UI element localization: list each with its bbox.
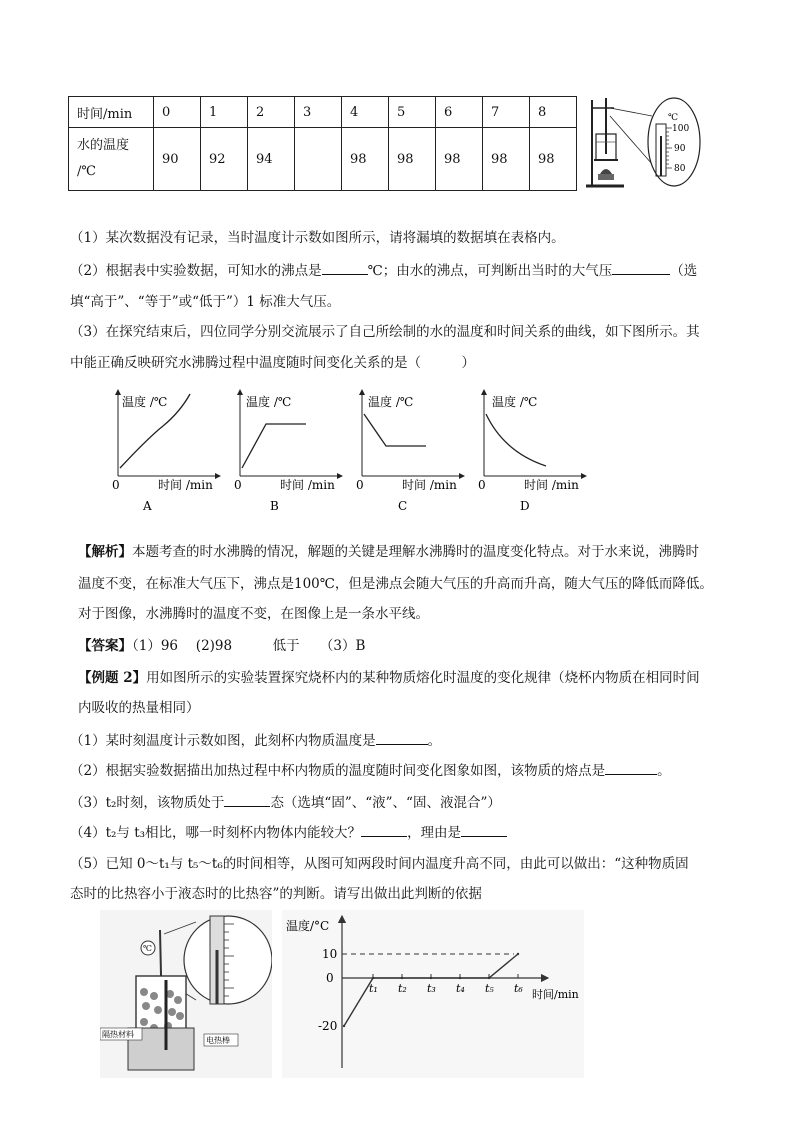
graph-label-b: B: [270, 499, 279, 513]
y-tick-label: 0: [326, 971, 334, 985]
tick-label: 80: [674, 164, 686, 174]
data-point: [459, 977, 461, 979]
table-cell: 8: [530, 97, 577, 128]
part-3: [70, 792, 501, 813]
y-axis-label: 温度 /℃: [122, 395, 168, 409]
part-text: （1）某时刻温度计示数如图，此刻杯内物质温度是: [70, 733, 376, 749]
table-cell: 98: [436, 128, 483, 191]
origin-label: 0: [478, 478, 486, 492]
table-cell: 5: [389, 97, 436, 128]
analysis-line-3: 对于图像，水沸腾时的温度不变，在图像上是一条水平线。: [78, 606, 429, 622]
table-cell: 6: [436, 97, 483, 128]
graph-label-d: D: [520, 499, 530, 513]
table-cell: 4: [342, 97, 389, 128]
answer-tag: 【答案】: [78, 638, 132, 654]
question-2-part: ℃；由水的沸点，可判断出当时的大气压: [367, 263, 613, 279]
data-point: [343, 1025, 345, 1027]
graph-c: [356, 390, 464, 513]
y-axis-label: 温度 /℃: [492, 395, 538, 409]
x-tick-label: t₁: [369, 982, 378, 995]
example-2-line: [78, 668, 700, 688]
melting-apparatus-figure: [100, 910, 272, 1078]
part-5-cont: 态时的比热容小于液态时的比热容”的判断。请写出做出此判断的依据: [70, 886, 482, 902]
question-2-part: （2）根据表中实验数据，可知水的沸点是: [70, 263, 322, 279]
example-2-cont: 内吸收的热量相同）: [78, 700, 200, 716]
table-cell: 3: [295, 97, 342, 128]
table-cell: 7: [483, 97, 530, 128]
origin-label: 0: [234, 478, 242, 492]
question-1: （1）某次数据没有记录，当时温度计示数如图所示，请将漏填的数据填在表格内。: [70, 230, 565, 246]
part-1: [70, 730, 441, 751]
table-cell: 98: [530, 128, 577, 191]
data-table: [68, 96, 577, 191]
table-cell: 98: [342, 128, 389, 191]
table-cell: 94: [248, 128, 295, 191]
y-axis-label: 温度/°C: [286, 919, 330, 933]
part-2: [70, 760, 671, 781]
table-cell: [295, 128, 342, 191]
tick-label: 90: [674, 144, 686, 154]
blank: [605, 760, 657, 775]
table-cell: 90: [154, 128, 201, 191]
thermo-unit: ℃: [143, 944, 152, 953]
table-cell: 1: [201, 97, 248, 128]
question-3-cont: 中能正确反映研究水沸腾过程中温度随时间变化关系的是（ ）: [70, 355, 475, 371]
y-tick-label: 10: [322, 947, 338, 961]
x-tick-label: t₂: [398, 982, 407, 995]
graph-b: [234, 390, 342, 513]
melting-graph: [282, 910, 584, 1078]
x-tick-label: t₃: [427, 982, 436, 995]
part-text: （4）t₂与 t₃相比，哪一时刻杯内物体内能较大？: [70, 825, 362, 841]
y-axis-label: 温度 /℃: [368, 395, 414, 409]
blank: [461, 822, 507, 837]
blank: [361, 822, 407, 837]
heater-label: 电热棒: [206, 1036, 230, 1045]
question-3: （3）在探究结束后，四位同学分别交流展示了自己所绘制的水的温度和时间关系的曲线，如下图所示。其: [70, 324, 700, 340]
table-cell: 时间/min: [69, 97, 154, 128]
row-label: 水的温度: [77, 138, 130, 153]
table-cell: 2: [248, 97, 295, 128]
table-cell: [69, 128, 154, 191]
part-text: ，理由是: [407, 825, 462, 841]
analysis-line-2: 温度不变，在标准大气压下，沸点是100℃，但是沸点会随大气压的升高而升高，随大气压的降低而降低。: [78, 576, 713, 592]
graph-label-c: C: [398, 499, 408, 513]
y-axis-label: 温度 /℃: [246, 395, 292, 409]
part-text: 态（选填“固”、“液”、“固、液混合”）: [270, 795, 501, 811]
origin-label: 0: [112, 478, 120, 492]
graph-label-a: A: [143, 499, 152, 513]
question-2: [70, 260, 697, 281]
question-2-part: （选: [670, 263, 698, 279]
x-axis-label: 时间/min: [532, 988, 579, 1001]
blank: [322, 260, 368, 275]
analysis-text: 本题考查的时水沸腾的情况，解题的关键是理解水沸腾时的温度变化特点。对于水来说，沸腾时: [132, 544, 699, 560]
x-axis-label: 时间 /min: [158, 478, 213, 492]
graph-d: [478, 390, 586, 513]
table-row: [69, 128, 577, 191]
boiling-apparatus-figure: [584, 94, 724, 194]
answer-line: [78, 636, 365, 656]
part-5: （5）已知 0～t₁与 t₅～t₆的时间相等，从图可知两段时间内温度升高不同，由此可以做出：“这种物质固: [70, 856, 689, 872]
thermo-unit: ℃: [668, 113, 679, 123]
table-cell: 92: [201, 128, 248, 191]
table-cell: 98: [483, 128, 530, 191]
y-tick-label: -20: [318, 1019, 338, 1033]
x-axis-label: 时间 /min: [280, 478, 335, 492]
example-tag: 【例题 2】: [78, 670, 147, 686]
x-tick-label: t₆: [514, 982, 523, 995]
boiling-graphs: [100, 388, 590, 518]
part-text: （3）t₂时刻，该物质处于: [70, 795, 225, 811]
data-point: [401, 977, 403, 979]
origin-label: 0: [356, 478, 364, 492]
table-row: [69, 97, 577, 128]
blank: [376, 730, 428, 745]
insulation-label: 隔热材料: [102, 1030, 134, 1039]
data-point: [430, 977, 432, 979]
graph-a: [112, 390, 220, 513]
blank: [224, 792, 270, 807]
x-axis-label: 时间 /min: [524, 478, 579, 492]
x-axis-label: 时间 /min: [402, 478, 457, 492]
example-text: 用如图所示的实验装置探究烧杯内的某种物质熔化时温度的变化规律（烧杯内物质在相同时间: [146, 670, 700, 686]
blank: [612, 260, 670, 275]
analysis-tag: 【解析】: [78, 544, 132, 560]
x-tick-label: t₄: [456, 982, 465, 995]
tick-label: 100: [672, 124, 690, 134]
data-point: [517, 953, 519, 955]
row-label-unit: /℃: [77, 164, 96, 179]
question-2-cont: 填“高于”、“等于”或“低于”）1 标准大气压。: [70, 294, 341, 310]
x-tick-label: t₅: [485, 982, 494, 995]
data-point: [488, 977, 490, 979]
part-4: [70, 822, 507, 843]
part-text: 。: [657, 763, 671, 779]
part-text: 。: [427, 733, 442, 749]
analysis-line-1: [78, 542, 699, 562]
table-cell: 0: [154, 97, 201, 128]
answer-text: （1）96 (2)98 低于 （3）B: [132, 638, 366, 654]
data-point: [372, 977, 374, 979]
table-cell: 98: [389, 128, 436, 191]
part-text: （2）根据实验数据描出加热过程中杯内物质的温度随时间变化图象如图，该物质的熔点是: [70, 763, 606, 779]
